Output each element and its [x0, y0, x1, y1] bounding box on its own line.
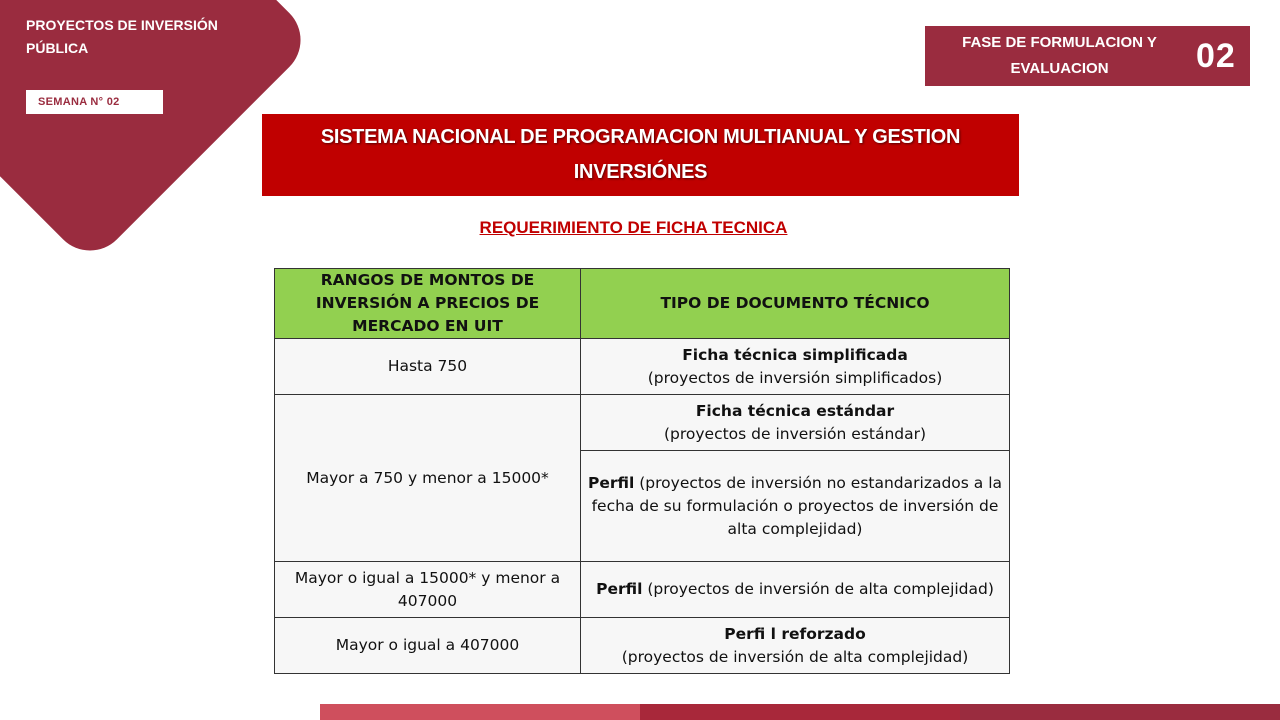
phase-label: FASE DE FORMULACION Y EVALUACION: [962, 34, 1157, 77]
header-document-type: TIPO DE DOCUMENTO TÉCNICO: [581, 269, 1010, 339]
document-detail: (proyectos de inversión de alta complejidad): [621, 647, 969, 666]
phase-number: 02: [1196, 36, 1236, 75]
header-range: RANGOS DE MONTOS DE INVERSIÓN A PRECIOS DE MERCADO EN UIT: [275, 269, 581, 339]
document-type: Ficha técnica estándar: [695, 401, 895, 420]
document-type: Perfil: [596, 580, 643, 598]
table-row: [275, 395, 1010, 451]
main-title: [262, 114, 1019, 196]
document-type: Perfil: [587, 473, 635, 492]
document-type: Perfi l reforzado: [724, 624, 866, 643]
range-cell: Hasta 750: [275, 339, 581, 395]
phase-box: [925, 26, 1250, 86]
course-title: PROYECTOS DE INVERSIÓN PÚBLICA: [26, 17, 218, 56]
document-cell: [581, 618, 1010, 674]
range-cell: Mayor o igual a 407000: [275, 618, 581, 674]
footer-bar-segment: [640, 704, 960, 720]
week-badge: SEMANA N° 02: [26, 90, 163, 114]
document-type: Ficha técnica simplificada: [682, 345, 908, 364]
range-cell: Mayor a 750 y menor a 15000*: [275, 395, 581, 562]
document-cell: [581, 451, 1010, 562]
document-detail: (proyectos de inversión simplificados): [647, 368, 943, 387]
main-title-text: SISTEMA NACIONAL DE PROGRAMACION MULTIANUAL Y GESTION INVERSIÓNES: [320, 126, 961, 183]
table-row: [275, 339, 1010, 395]
document-detail: (proyectos de inversión de alta complejidad): [642, 580, 994, 598]
footer-bar-segment: [960, 704, 1280, 720]
footer-bar-segment: [320, 704, 640, 720]
document-detail: (proyectos de inversión estándar): [663, 424, 927, 443]
document-detail: (proyectos de inversión no estandarizados a la fecha de su formulación o proyectos de inversión de alta complejidad): [591, 473, 1003, 538]
range-cell: Mayor o igual a 15000* y menor a 407000: [275, 562, 581, 618]
document-cell: [581, 339, 1010, 395]
technical-document-table: [274, 268, 1010, 674]
subtitle: REQUERIMIENTO DE FICHA TECNICA: [479, 218, 788, 237]
table-header-row: [275, 269, 1010, 339]
table-row: [275, 618, 1010, 674]
document-cell: [581, 395, 1010, 451]
document-cell: [581, 562, 1010, 618]
table-row: [275, 562, 1010, 618]
